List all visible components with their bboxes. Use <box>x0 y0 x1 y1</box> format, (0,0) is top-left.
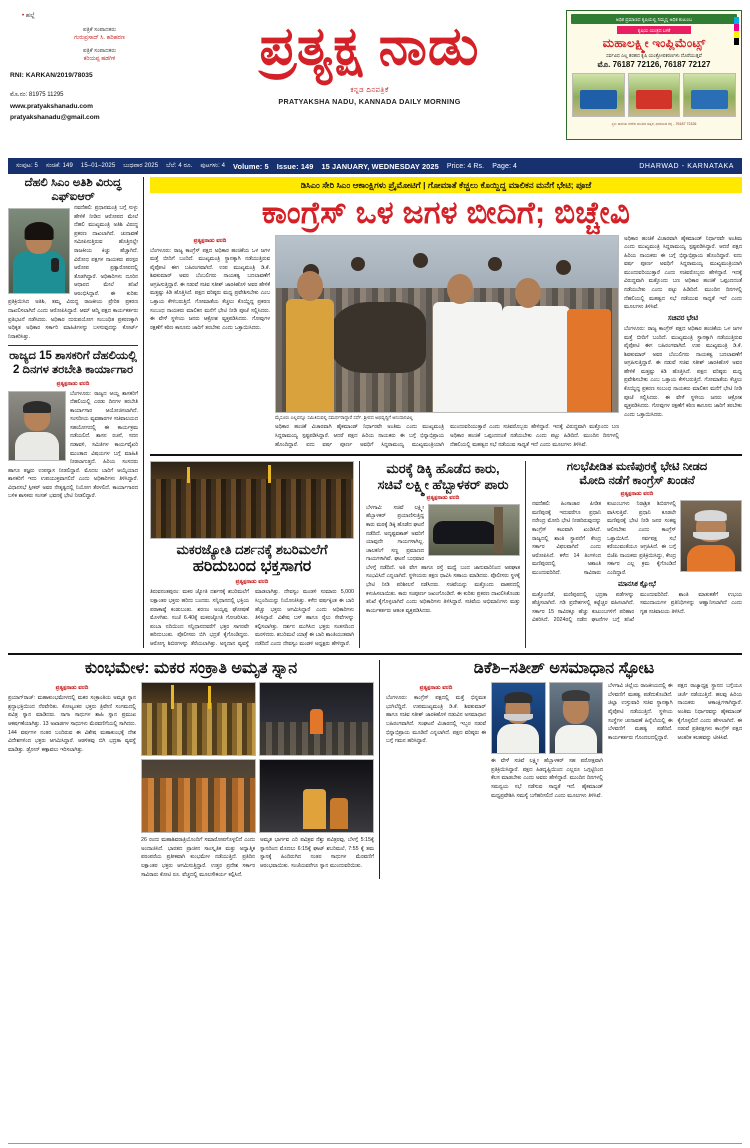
lead-text-column-3 <box>624 235 742 450</box>
kumbh-headline[interactable]: ಕುಂಭಮೇಳ: ಮಕರ ಸಂಕ್ರಾತಿ ಅಮೃತ ಸ್ನಾನ <box>84 660 298 678</box>
kumbh-text-c3: ಅಮೃತ ಭಾರ್ಗವ ಎರಿ ಪವಿತ್ರವ ನೆಶ್ತು ಪವಿತ್ರರವು, ಬೆಳಗ್ಗೆ 5:15ಕ್ಕೆ ಸ್ನಾನದಿಂದ ಮೊದಲು 6:15ಕ್ಕೆ ಘಾಟ್ ಶಬರಿಮಲೆ, 7:55 ಕ್ಕೆ ತಮ ಸ್ನಾನಕ್ಕೆ ಹಿಂದಿರುಗಿದ ನಂತರ ಸಾಧುಗಳ ಮೆರವಣಿಗೆ ಆರಂಭವಾಯಿತು. ಸಂಜೆಯವರೆಗೂ ಸ್ನಾನ ಮುಂದುವರಿಯಿತು. <box>260 837 374 870</box>
honour-2-name: ಕರಿಯಪ್ಪ ಹಡಗಿಳಿ <box>83 56 116 63</box>
bottom-section <box>8 660 742 879</box>
ad-footer-address: ಸ್ಥಳ: ಹಳೇಯ ಗಣೇಶ ಮಂದಿರ ಹತ್ತಿರ, ಧಾರವಾಡ ರಸ್ತೆ - 76187 72126 <box>611 122 697 126</box>
dks-col-3 <box>608 682 673 800</box>
second-band <box>150 461 742 648</box>
manipur-story <box>532 461 742 648</box>
info-volume: Volume: 5 <box>233 161 269 171</box>
center-divider <box>150 454 742 456</box>
ad-ribbon: ಕೃಷಿಯ ಯಂತ್ರದ ಬಳಕೆ <box>617 26 691 34</box>
left-story-1-headline[interactable]: ದೆಹಲಿ ಸಿಎಂ ಅತಿಶಿ ವಿರುದ್ಧ ಎಫ್‌ಐಆರ್ <box>24 177 122 203</box>
cmyk-registration-marks <box>734 17 739 45</box>
dks-text-c4: ಪಕ್ಷದ ರಾಜ್ಯಾಧ್ಯಕ್ಷ ಸ್ಥಾನದ ಬಗ್ಗೆಯೂ ಚರ್ಚೆ ನಡೆಯುತ್ತಿದೆ. ಹಲವು ಹಿರಿಯ ನಾಯಕರು ಆಕಾಂಕ್ಷಿಗಳಾಗಿದ್ದಾರೆ. ಅಂತಿಮ ನಿರ್ಧಾರವನ್ನು ಹೈಕಮಾಂಡ್ ಕೈಗೊಳ್ಳಲಿದೆ ಎಂದು ಹೇಳಲಾಗಿದೆ. ಈ ನಡುವೆ ಪ್ರತಿಪಕ್ಷಗಳು ಕಾಂಗ್ರೆಸ್ ಪಕ್ಷದ ಆಂತರಿಕ ಕಲಹವನ್ನು ಟೀಕಿಸಿವೆ. <box>677 683 742 741</box>
photo-kumbh-sadhus <box>141 759 256 833</box>
honour-block-2 <box>8 47 173 64</box>
lead-story-grid <box>150 235 742 450</box>
car-headline-l1[interactable]: ಮರಕ್ಕೆ ಡಿಕ್ಕಿ ಹೊಡೆದ ಕಾರು, <box>386 461 500 477</box>
lead-kicker: ಡಿಸಿಎಂ ಸೇರಿ ಸಿಎಂ ಆಕಾಂಕ್ಷಿಗಳು ಪ್ರೈಮೋಟಿಗೆ | ಗೋಮಾತೆ ಕೆಚ್ಚಲು ಕೊಯ್ದಿದ್ದ ಮಾಲಿಕನ ಮನೆಗೆ ಭೇಟಿ; ಪೂಜೆ <box>150 177 742 193</box>
info-issue: Issue: 149 <box>276 161 314 171</box>
photo-atishi <box>8 208 70 294</box>
footer-rule <box>8 1143 742 1144</box>
masthead-bullet: • ಹಲ್ಲೆ <box>22 13 35 19</box>
phone-number: 81975 11295 <box>28 92 64 99</box>
photo-mla <box>8 391 66 461</box>
shabarimala-headline-l1[interactable]: ಮಕರಜ್ಯೋತಿ ದರ್ಶನಕ್ಕೆ ಶಬರಿಮಲೆಗೆ <box>176 542 328 558</box>
lead-text-2: ಅಧಿಕಾರ ಹಂಚಿಕೆ ವಿಚಾರವಾಗಿ ಹೈಕಮಾಂಡ್ ನಿರ್ಧಾರವೇ ಅಂತಿಮ ಎಂದು ಮುಖ್ಯಮಂತ್ರಿ ಸಿದ್ದರಾಮಯ್ಯ ಸ್ಪಷ್ಟಪಡಿಸಿದ್ದಾರೆ. ಆದರೆ ಪಕ್ಷದ ಹಿರಿಯ ನಾಯಕರು ಈ ಬಗ್ಗೆ ಭಿನ್ನಾಭಿಪ್ರಾಯ ಹೊಂದಿದ್ದಾರೆ. ಐದು ವರ್ಷ ಪೂರ್ಣ ಅವಧಿಗೆ ಸಿದ್ದರಾಮಯ್ಯ ಮುಖ್ಯಮಂತ್ರಿಯಾಗಿ ಮುಂದುವರಿಯುತ್ತಾರೆ ಎಂದು ಸಚಿವರೊಬ್ಬರು ಹೇಳಿದ್ದಾರೆ. ಇದಕ್ಕೆ ವಿರುದ್ಧವಾಗಿ ಮತ್ತೊಂದು ಬಣ ಅಧಿಕಾರ ಹಂಚಿಕೆ ಒಪ್ಪಂದದಂತೆ ನಡೆಯಬೇಕು ಎಂದು ಪಟ್ಟು ಹಿಡಿದಿದೆ. ಮುಂದಿನ ದಿನಗಳಲ್ಲಿ ದೆಹಲಿಯಲ್ಲಿ ಮಹತ್ವದ ಸಭೆ ನಡೆಯುವ ಸಾಧ್ಯತೆ ಇದೆ ಎಂದು ಮೂಲಗಳು ತಿಳಿಸಿವೆ. <box>275 424 619 448</box>
info-price: Price: 4 Rs. <box>446 162 485 170</box>
info-kn-pages: ಪುಟಗಳು: 4 <box>200 162 226 169</box>
ad-phone-label: ಮೊ. <box>597 60 611 69</box>
kumbh-text-col <box>8 682 136 879</box>
bottom-section-divider <box>8 653 742 655</box>
left-story-2-text: ಬೆಂಗಳೂರು: ರಾಜ್ಯದ ಆಯ್ದ ಶಾಸಕರಿಗೆ ದೆಹಲಿಯಲ್ಲಿ ಎರಡು ದಿನಗಳ ತರಬೇತಿ ಕಾರ್ಯಾಗಾರ ಆಯೋಜಿಸಲಾಗಿದೆ. ಸಂಸದೀಯ ವ್ಯವಹಾರಗಳ ಸಚಿವಾಲಯದ ಸಹಯೋಗದಲ್ಲಿ ಈ ಕಾರ್ಯಕ್ರಮ ನಡೆಯಲಿದೆ. ಶಾಸನ ರಚನೆ, ಸದನ ನಡಾವಳಿ, ಸಮಿತಿಗಳ ಕಾರ್ಯವೈಖರಿ ಮುಂತಾದ ವಿಷಯಗಳ ಬಗ್ಗೆ ಮಾಹಿತಿ ನೀಡಲಾಗುತ್ತದೆ. ಹಿರಿಯ ಸಂಸದರು ಹಾಗೂ ತಜ್ಞರು ಉಪನ್ಯಾಸ ನೀಡಲಿದ್ದಾರೆ. ಮೊದಲ ಬಾರಿಗೆ ಆಯ್ಕೆಯಾದ ಶಾಸಕರಿಗೆ ಇದು ಉಪಯುಕ್ತವಾಗಲಿದೆ ಎಂದು ಅಧಿಕಾರಿಗಳು ತಿಳಿಸಿದ್ದಾರೆ. ವಿಧಾನಸಭೆ ಸ್ಪೀಕರ್ ಅವರ ನೇತೃತ್ವದಲ್ಲಿ ನಿಯೋಗ ತೆರಳಲಿದೆ. ಕಾರ್ಯಾಗಾರದ ಬಳಿಕ ಶಾಸಕರು ಸಂಸತ್ ಭವನಕ್ಕೆ ಭೇಟಿ ನೀಡಲಿದ್ದಾರೆ. <box>8 390 138 500</box>
manipur-text: ನವದೆಹಲಿ: ಹಿಂಸಾಚಾರ ಪೀಡಿತ ಮಣಿಪುರಕ್ಕೆ ಇದುವರೆಗೂ ಪ್ರಧಾನಿ ನರೇಂದ್ರ ಮೋದಿ ಭೇಟಿ ನೀಡದಿರುವುದನ್ನು ಕಾಂಗ್ರೆಸ್ ಕಟುವಾಗಿ ಖಂಡಿಸಿದೆ. ರಾಜ್ಯದಲ್ಲಿ ಶಾಂತಿ ಸ್ಥಾಪನೆಗೆ ಕೇಂದ್ರ ಸರ್ಕಾರ ವಿಫಲವಾಗಿದೆ ಎಂದು ಆರೋಪಿಸಿದೆ. ಕಳೆದ 14 ತಿಂಗಳಿಂದ ಮಣಿಪುರದಲ್ಲಿ ಅಶಾಂತಿ ಮುಂದುವರಿದಿದೆ. ಸಾವಿರಾರು ಕುಟುಂಬಗಳು ನಿರಾಶ್ರಿತ ಶಿಬಿರಗಳಲ್ಲಿ ವಾಸಿಸುತ್ತಿವೆ. ಪ್ರಧಾನಿ ಕೂಡಲೇ ಮಣಿಪುರಕ್ಕೆ ಭೇಟಿ ನೀಡಿ ಜನರ ಸಂಕಷ್ಟ ಆಲಿಸಬೇಕು ಎಂದು ಕಾಂಗ್ರೆಸ್ ಒತ್ತಾಯಿಸಿದೆ. ಸರ್ವಪಕ್ಷ ಸಭೆ ಕರೆಯುವಂತೆಯೂ ಆಗ್ರಹಿಸಿದೆ. ಈ ಬಗ್ಗೆ ಬಿಜೆಪಿ ನಾಯಕರು ಪ್ರತಿಕ್ರಿಯಿಸಿದ್ದು, ಕೇಂದ್ರ ಸರ್ಕಾರ ಎಲ್ಲ ಕ್ರಮ ಕೈಗೊಂಡಿದೆ ಎಂದಿದ್ದಾರೆ. <box>532 501 676 576</box>
ad-image-plough <box>572 73 625 117</box>
info-place: DHARWAD - KARNATAKA <box>639 162 734 170</box>
manipur-headline-l1[interactable]: ಗಲಭೆಪೀಡಿತ ಮಣಿಪುರಕ್ಕೆ ಭೇಟಿ ನೀಡದ <box>566 461 708 474</box>
honour-block-1 <box>8 26 173 43</box>
masthead-contact <box>10 90 173 124</box>
dks-headline[interactable]: ಡಿಕೆಶಿ–ಸತೀಶ್ ಅಸಮಾಧಾನ ಸ್ಫೋಟ <box>473 660 655 678</box>
issue-info-bar <box>8 158 742 174</box>
photo-shabarimala-crowd <box>150 461 354 539</box>
shabarimala-byline: ಪ್ರತ್ಯಕ್ಷನಾಡು ವರದಿ <box>235 579 269 586</box>
lead-headline[interactable]: ಕಾಂಗ್ರೆಸ್ ಒಳ ಜಗಳ ಬೀದಿಗೆ; ಬಿಚ್ಚೇವಿ <box>261 195 631 230</box>
lead-text-column-1 <box>150 235 270 450</box>
manipur-subhead: ಮಾನಸಿಕ ಕ್ಷೋಭೆ <box>618 580 656 588</box>
dks-text-c2: ಈ ವೇಳೆ ಸಚಿವೆ ಲಕ್ಷ್ಮೀ ಹೆಬ್ಬಾಳಕರ್ ಸಹ ಪರೋಕ್ಷವಾಗಿ ಪ್ರತಿಕ್ರಿಯಿಸಿದ್ದಾರೆ. ಪಕ್ಷದ ಹಿತದೃಷ್ಟಿಯಿಂದ ಎಲ್ಲರೂ ಒಗ್ಗಟ್ಟಿನಿಂದ ಕೆಲಸ ಮಾಡಬೇಕು ಎಂದು ಅವರು ಹೇಳಿದ್ದಾರೆ. ಮುಂದಿನ ದಿನಗಳಲ್ಲಿ ಸಮನ್ವಯ ಸಭೆ ನಡೆಸುವ ಸಾಧ್ಯತೆ ಇದೆ. ಹೈಕಮಾಂಡ್ ಮಧ್ಯಪ್ರವೇಶಿಸಿ ಸಮಸ್ಯೆ ಬಗೆಹರಿಸಲಿದೆ ಎಂದು ಮೂಲಗಳು ತಿಳಿಸಿವೆ. <box>491 758 603 799</box>
masthead-left-info <box>8 6 173 124</box>
dks-body <box>386 682 742 800</box>
shabarimala-headline-l2[interactable]: ಹರಿದುಬಂದ ಭಕ್ತಸಾಗರ <box>192 557 312 575</box>
newspaper-subtitle-kannada: ಕನ್ನಡ ದಿನಪತ್ರಿಕೆ <box>350 87 389 94</box>
car-headline-l2[interactable]: ಸಚಿವೆ ಲಕ್ಷ್ಮೀ ಹೆಬ್ಬಾಳಕರ್ ಪಾರು <box>377 476 509 492</box>
center-right-area <box>150 177 742 648</box>
kumbh-photo-col <box>141 682 374 879</box>
advertisement-mahalakshmi-implements[interactable] <box>566 10 742 140</box>
left-story-2-headline[interactable]: ರಾಜ್ಯದ 15 ಶಾಸಕರಿಗೆ ದೆಹಲಿಯಲ್ಲಿ 2 ದಿನಗಳ ತರಬೇತಿ ಕಾರ್ಯಾಗಾರ <box>9 350 137 376</box>
manipur-headline-l2[interactable]: ಮೋದಿ ನಡೆಗೆ ಕಾಂಗ್ರೆಸ್ ಖಂಡನೆ <box>579 474 695 487</box>
left-divider-1 <box>8 345 138 346</box>
ad-image-trailer <box>683 73 736 117</box>
photo-kumbh-prayer <box>259 759 374 833</box>
dks-portraits <box>491 682 603 754</box>
contact-website[interactable]: www.pratyakshanadu.com <box>10 102 93 110</box>
newspaper-title: ಪ್ರತ್ಯಕ್ಷ ನಾಡು <box>259 17 480 76</box>
honour-2-label: ಪತ್ರಿಕೆ ಸಂಪಾದಕರು <box>83 48 116 55</box>
info-kn-year: ಬುಧವಾರ 2025 <box>123 162 159 169</box>
left-story-2-byline: ಪ್ರತ್ಯಕ್ಷನಾಡು ವರದಿ <box>56 380 90 387</box>
lead-photo-block <box>275 235 619 450</box>
left-column <box>8 177 144 648</box>
contact-email[interactable]: pratyakshanadu@gmail.com <box>10 114 100 122</box>
left-story-1-text: ನವದೆಹಲಿ: ಪ್ರಧಾನಮಂತ್ರಿ ಬಗ್ಗೆ ಸುಳ್ಳು ಹೇಳಿಕೆ ನೀಡಿದ ಆರೋಪದ ಮೇಲೆ ದೆಹಲಿ ಮುಖ್ಯಮಂತ್ರಿ ಅತಿಶಿ ವಿರುದ್ಧ ಪ್ರಕರಣ ದಾಖಲಾಗಿದೆ. ಚುನಾವಣೆ ಸಮೀಪಿಸುತ್ತಿರುವ ಹೊತ್ತಿನಲ್ಲೇ ರಾಜಕೀಯ ಕಿಚ್ಚು ಹೆಚ್ಚಾಗಿದೆ. ವಿರೋಧ ಪಕ್ಷಗಳ ನಾಯಕರು ಪರಸ್ಪರ ಆರೋಪ ಪ್ರತ್ಯಾರೋಪದಲ್ಲಿ ತೊಡಗಿದ್ದಾರೆ. ಅಧಿಕಾರಿಗಳು ದೂರಿನ ಆಧಾರದ ಮೇಲೆ ತನಿಖೆ ಆರಂಭಿಸಿದ್ದಾರೆ. ಈ ಕುರಿತು ಪ್ರತಿಕ್ರಿಯಿಸಿದ ಅತಿಶಿ, ತಮ್ಮ ವಿರುದ್ಧ ರಾಜಕೀಯ ಪ್ರೇರಿತ ಪ್ರಕರಣ ದಾಖಲಿಸಲಾಗಿದೆ ಎಂದು ಆರೋಪಿಸಿದ್ದಾರೆ. ಆಮ್ ಆದ್ಮಿ ಪಕ್ಷದ ಕಾರ್ಯಕರ್ತರು ಪ್ರತಿಭಟನೆ ನಡೆಸಿದರು. ಅಧಿಕಾರ ದುರುಪಯೋಗ ಸಂಬಂಧಿತ ಪ್ರಕರಣಕ್ಕಾಗಿ ಅಧಿಕೃತ ಅಧಿಕಾರ ಸರ್ಕಾರಿ ಮಾಹಿತಿಗಳನ್ನು ಬಳಸುವುದನ್ನು ಕೋರ್ಟ್ ನಿರಾಕರಿಸಿತ್ತು. <box>8 205 138 340</box>
lead-photo-caption: ಮೈಸೂರು ಎಲ್ಲವನ್ನೂ ಸಮಿತಿಸುವಲ್ಲಿ ಸಮರ್ಥರಾದ್ದಾರೆ ಸರ್ಧೆ. ಶ್ರೀಪದ ಅಭಿವೃದ್ಧಿಗೆ ಅನುದಾನವಿಲ್ಲ <box>275 414 413 420</box>
newspaper-subtitle-english: PRATYAKSHA NADU, KANNADA DAILY MORNING <box>278 97 461 106</box>
shabarimala-story <box>150 461 360 648</box>
contact-phone <box>10 90 173 101</box>
photo-satish-jarkiholi <box>549 682 604 754</box>
photo-kumbh-river-dip <box>259 682 374 756</box>
dks-col-4 <box>678 682 743 800</box>
ad-business-name: ಮಹಾಲಕ್ಷ್ಮೀ ಇಂಪ್ಲಿಮೆಂಟ್ಸ್ <box>602 36 706 50</box>
ad-top-strip: ಅಧಿಕ ಪ್ರಮಾಣದ ಕೃಷಿಯಲ್ಲಿ ನಿಮ್ಮನ್ನ ಅಧಿಕ ಕುಟುಂಬ <box>571 14 737 24</box>
lead-text-4: ಬೆಂಗಳೂರು: ರಾಜ್ಯ ಕಾಂಗ್ರೆಸ್ ಪಕ್ಷದ ಅಧಿಕಾರ ಹಂಚಿಕೆಯ ಒಳ ಜಗಳ ಮತ್ತೆ ಬೀದಿಗೆ ಬಂದಿದೆ. ಮುಖ್ಯಮಂತ್ರಿ ಸ್ಥಾನಕ್ಕಾಗಿ ನಡೆಯುತ್ತಿರುವ ಪೈಪೋಟಿ ಈಗ ಬಹಿರಂಗವಾಗಿದೆ. ಉಪ ಮುಖ್ಯಮಂತ್ರಿ ಡಿ.ಕೆ. ಶಿವಕುಮಾರ್ ಅವರ ಬೆಂಬಲಿಗರು ನಾಯಕತ್ವ ಬದಲಾವಣೆಗೆ ಆಗ್ರಹಿಸುತ್ತಿದ್ದಾರೆ. ಈ ನಡುವೆ ಸಚಿವ ಸತೀಶ್ ಜಾರಕಿಹೊಳಿ ಅವರ ಹೇಳಿಕೆ ಮತ್ತಷ್ಟು ಕಿಡಿ ಹೊತ್ತಿಸಿದೆ. ಪಕ್ಷದ ವರಿಷ್ಠರು ಮಧ್ಯ ಪ್ರವೇಶಿಸಬೇಕು ಎಂಬ ಒತ್ತಾಯ ಕೇಳಿಬರುತ್ತಿದೆ. ಗೋಮಾತೆಯ ಕೆಚ್ಚಲು ಕೊಯ್ದಿದ್ದ ಪ್ರಕರಣ ಸಂಬಂಧ ನಾಯಕರು ಮಾಲಿಕನ ಮನೆಗೆ ಭೇಟಿ ನೀಡಿ ಪೂಜೆ ಸಲ್ಲಿಸಿದರು. ಈ ವೇಳೆ ಸ್ಥಳೀಯ ಜನರು ಆಕ್ರೋಶ ವ್ಯಕ್ತಪಡಿಸಿದರು. ಗೋವುಗಳ ರಕ್ಷಣೆಗೆ ಕಠಿಣ ಕಾನೂನು ಜಾರಿಗೆ ತರಬೇಕು ಎಂದು ಒತ್ತಾಯಿಸಿದರು. <box>624 326 742 418</box>
shabarimala-text: ತಿರುವನಂತಪುರಂ: ಮಕರ ಜ್ಯೋತಿ ದರ್ಶನಕ್ಕೆ ಶಬರಿಮಲೆಗೆ ಲಕ್ಷಾಂತರ ಭಕ್ತರು ಹರಿದು ಬಂದರು. ಸನ್ನಿಧಾನದಲ್ಲಿ ಭಕ್ತಿಯ ಪರಾಕಾಷ್ಠೆ ಕಂಡುಬಂತು. ಶರಣಂ ಅಯ್ಯಪ್ಪ ಘೋಷಣೆ ಮೊಳಗಿತು. ಸಂಜೆ 6.40ಕ್ಕೆ ಮಕರಜ್ಯೋತಿ ಗೋಚರಿಸಿತು. ಪಂಬಾ ನದಿಯಿಂದ ಸನ್ನಿಧಾನದವರೆಗೆ ಭಕ್ತರ ಸಾಗರವೇ ಹರಿದುಬಂತು. ಪೊಲೀಸರು ಬಿಗಿ ಭದ್ರತೆ ಕೈಗೊಂಡಿದ್ದರು. ಆರೋಗ್ಯ ಶಿಬಿರಗಳನ್ನು ತೆರೆಯಲಾಗಿತ್ತು. ಅನ್ನದಾನ ವ್ಯವಸ್ಥೆ ಮಾಡಲಾಗಿತ್ತು. ದೇವಸ್ವಂ ಮಂಡಳಿ ಸುಮಾರು 5,000 ಸಿಬ್ಬಂದಿಯನ್ನು ನಿಯೋಜಿಸಿತ್ತು. ಕಳೆದ ವರ್ಷಕ್ಕಿಂತ ಈ ಬಾರಿ ಹೆಚ್ಚು ಭಕ್ತರು ಆಗಮಿಸಿದ್ದಾರೆ ಎಂದು ಅಧಿಕಾರಿಗಳು ತಿಳಿಸಿದ್ದಾರೆ. ವಿಶೇಷ ಬಸ್ ಹಾಗೂ ರೈಲು ಸೇವೆಗಳನ್ನು ಕಲ್ಪಿಸಲಾಗಿತ್ತು. ದರ್ಶನ ಮುಗಿಸಿದ ಭಕ್ತರು ಸಂತಸದಿಂದ ಮರಳಿದರು. ಶಬರಿಮಲೆ ಯಾತ್ರೆ ಈ ಬಾರಿ ಶಾಂತಿಯುತವಾಗಿ ನಡೆದಿದೆ ಎಂದು ದೇವಸ್ವಂ ಮಂಡಳಿ ಅಧ್ಯಕ್ಷರು ಹೇಳಿದ್ದಾರೆ. <box>150 589 354 647</box>
lead-text-3: ಅಧಿಕಾರ ಹಂಚಿಕೆ ವಿಚಾರವಾಗಿ ಹೈಕಮಾಂಡ್ ನಿರ್ಧಾರವೇ ಅಂತಿಮ ಎಂದು ಮುಖ್ಯಮಂತ್ರಿ ಸಿದ್ದರಾಮಯ್ಯ ಸ್ಪಷ್ಟಪಡಿಸಿದ್ದಾರೆ. ಆದರೆ ಪಕ್ಷದ ಹಿರಿಯ ನಾಯಕರು ಈ ಬಗ್ಗೆ ಭಿನ್ನಾಭಿಪ್ರಾಯ ಹೊಂದಿದ್ದಾರೆ. ಐದು ವರ್ಷ ಪೂರ್ಣ ಅವಧಿಗೆ ಸಿದ್ದರಾಮಯ್ಯ ಮುಖ್ಯಮಂತ್ರಿಯಾಗಿ ಮುಂದುವರಿಯುತ್ತಾರೆ ಎಂದು ಸಚಿವರೊಬ್ಬರು ಹೇಳಿದ್ದಾರೆ. ಇದಕ್ಕೆ ವಿರುದ್ಧವಾಗಿ ಮತ್ತೊಂದು ಬಣ ಅಧಿಕಾರ ಹಂಚಿಕೆ ಒಪ್ಪಂದದಂತೆ ನಡೆಯಬೇಕು ಎಂದು ಪಟ್ಟು ಹಿಡಿದಿದೆ. ಮುಂದಿನ ದಿನಗಳಲ್ಲಿ ದೆಹಲಿಯಲ್ಲಿ ಮಹತ್ವದ ಸಭೆ ನಡೆಯುವ ಸಾಧ್ಯತೆ ಇದೆ ಎಂದು ಮೂಲಗಳು ತಿಳಿಸಿವೆ. <box>624 235 742 311</box>
photo-crashed-car <box>428 504 520 556</box>
kumbh-mela-story <box>8 660 380 879</box>
kumbh-body <box>8 682 374 879</box>
dks-text-c3: ಬೆಳಗಾವಿ ಜಿಲ್ಲೆಯ ರಾಜಕೀಯದಲ್ಲಿ ಈ ಬೆಳವಣಿಗೆ ಮಹತ್ವ ಪಡೆದುಕೊಂಡಿದೆ. ಜಿಲ್ಲಾ ಉಸ್ತುವಾರಿ ಸಚಿವ ಸ್ಥಾನಕ್ಕಾಗಿ ಪೈಪೋಟಿ ನಡೆಯುತ್ತಿದೆ. ಸ್ಥಳೀಯ ಸಂಸ್ಥೆಗಳ ಚುನಾವಣೆ ಹಿನ್ನೆಲೆಯಲ್ಲಿ ಈ ಬೆಳವಣಿಗೆ ಮಹತ್ವ ಪಡೆದಿದೆ. ಕಾರ್ಯಕರ್ತರು ಗೊಂದಲದಲ್ಲಿದ್ದಾರೆ. <box>608 683 673 741</box>
ad-description: ಸರ್ವವಿಧ ಎಲ್ಲ ತರಹದ ಕೃಷಿ ಯಂತ್ರೋಪಕರಣಗಳು ದೊರೆಯುತ್ತವೆ <box>606 53 702 58</box>
dks-col-1 <box>386 682 486 800</box>
masthead-title-block <box>173 6 566 106</box>
info-date: 15 JANUARY, WEDNESDAY 2025 <box>321 161 439 171</box>
manipur-text-2: ಮತ್ತೊಂದೆಡೆ, ಮಣಿಪುರದಲ್ಲಿ ಭದ್ರತಾ ಪಡೆಗಳನ್ನು ಹೆಚ್ಚಿಸಲಾಗಿದೆ. ಗಡಿ ಪ್ರದೇಶಗಳಲ್ಲಿ ಕಟ್ಟೆಚ್ಚರ ವಹಿಸಲಾಗಿದೆ. ಸರ್ಕಾರ 15 ಸಾವಿರಕ್ಕೂ ಹೆಚ್ಚು ಕುಟುಂಬಗಳಿಗೆ ಪರಿಹಾರ ವಿತರಿಸಿದೆ. 2024ರಲ್ಲಿ ನಡೆದ ಘಟನೆಗಳ ಬಗ್ಗೆ ತನಿಖೆ ಮುಂದುವರಿದಿದೆ. ಶಾಂತಿ ಮಾತುಕತೆಗೆ ಉಭಯ ಸಮುದಾಯಗಳ ಪ್ರತಿನಿಧಿಗಳನ್ನು ಆಹ್ವಾನಿಸಲಾಗಿದೆ ಎಂದು ಗೃಹ ಸಚಿವಾಲಯ ತಿಳಿಸಿದೆ. <box>532 591 742 624</box>
honour-1-name: ಗುರುಪ್ರಸಾದ್ ಸಿ. ಹರಿಹರಣ <box>74 35 125 42</box>
lead-text-1: ಬೆಂಗಳೂರು: ರಾಜ್ಯ ಕಾಂಗ್ರೆಸ್ ಪಕ್ಷದ ಅಧಿಕಾರ ಹಂಚಿಕೆಯ ಒಳ ಜಗಳ ಮತ್ತೆ ಬೀದಿಗೆ ಬಂದಿದೆ. ಮುಖ್ಯಮಂತ್ರಿ ಸ್ಥಾನಕ್ಕಾಗಿ ನಡೆಯುತ್ತಿರುವ ಪೈಪೋಟಿ ಈಗ ಬಹಿರಂಗವಾಗಿದೆ. ಉಪ ಮುಖ್ಯಮಂತ್ರಿ ಡಿ.ಕೆ. ಶಿವಕುಮಾರ್ ಅವರ ಬೆಂಬಲಿಗರು ನಾಯಕತ್ವ ಬದಲಾವಣೆಗೆ ಆಗ್ರಹಿಸುತ್ತಿದ್ದಾರೆ. ಈ ನಡುವೆ ಸಚಿವ ಸತೀಶ್ ಜಾರಕಿಹೊಳಿ ಅವರ ಹೇಳಿಕೆ ಮತ್ತಷ್ಟು ಕಿಡಿ ಹೊತ್ತಿಸಿದೆ. ಪಕ್ಷದ ವರಿಷ್ಠರು ಮಧ್ಯ ಪ್ರವೇಶಿಸಬೇಕು ಎಂಬ ಒತ್ತಾಯ ಕೇಳಿಬರುತ್ತಿದೆ. ಗೋಮಾತೆಯ ಕೆಚ್ಚಲು ಕೊಯ್ದಿದ್ದ ಪ್ರಕರಣ ಸಂಬಂಧ ನಾಯಕರು ಮಾಲಿಕನ ಮನೆಗೆ ಭೇಟಿ ನೀಡಿ ಪೂಜೆ ಸಲ್ಲಿಸಿದರು. ಈ ವೇಳೆ ಸ್ಥಳೀಯ ಜನರು ಆಕ್ರೋಶ ವ್ಯಕ್ತಪಡಿಸಿದರು. ಗೋವುಗಳ ರಕ್ಷಣೆಗೆ ಕಠಿಣ ಕಾನೂನು ಜಾರಿಗೆ ತರಬೇಕು ಎಂದು ಒತ್ತಾಯಿಸಿದರು. <box>150 247 270 331</box>
masthead <box>8 6 742 156</box>
kumbh-photo-grid <box>141 682 374 833</box>
main-content <box>8 177 742 648</box>
masthead-bullet-label: ಹಲ್ಲೆ <box>25 13 35 19</box>
dks-text-c1: ಬೆಂಗಳೂರು: ಕಾಂಗ್ರೆಸ್ ಪಕ್ಷದಲ್ಲಿ ಮತ್ತೆ ಭಿನ್ನಮತ ಭುಗಿಲೆದ್ದಿದೆ. ಉಪಮುಖ್ಯಮಂತ್ರಿ ಡಿ.ಕೆ. ಶಿವಕುಮಾರ್ ಹಾಗೂ ಸಚಿವ ಸತೀಶ್ ಜಾರಕಿಹೊಳಿ ನಡುವಿನ ಅಸಮಾಧಾನ ಬಹಿರಂಗವಾಗಿದೆ. ಸಂಘಟನೆ ವಿಚಾರದಲ್ಲಿ ಇಬ್ಬರ ನಡುವೆ ಭಿನ್ನಾಭಿಪ್ರಾಯ ಮೂಡಿದೆ ಎನ್ನಲಾಗಿದೆ. ಪಕ್ಷದ ವರಿಷ್ಠರು ಈ ಬಗ್ಗೆ ಗಮನ ಹರಿಸಿದ್ದಾರೆ. <box>386 695 486 745</box>
phone-label: ಮೊ.ನಂ: <box>10 92 28 99</box>
lead-subhead: ಸಚಿವರ ಭೇಟಿ <box>667 314 699 322</box>
car-byline: ಪ್ರತ್ಯಕ್ಷನಾಡು ವರದಿ <box>426 494 460 501</box>
ad-product-images <box>567 70 741 120</box>
kumbh-text-c2: 26 ರಂದು ಮಹಾಶಿವರಾತ್ರಿಯೊಂದಿಗೆ ಸಮಾರೋಪಗೊಳ್ಳಲಿದೆ ಎಂದು ಅಂದಾಜಿಸಿದೆ. ಭಾರತದ ಪ್ರಾಚೀನ ಸಾಂಸ್ಕೃತಿಕ ಮತ್ತು ಅಧ್ಯಾತ್ಮಿಕ ಪರಂಪರೆಯ ಪ್ರತೀಕವಾಗಿ ಕುಂಭಮೇಳ ನಡೆಯುತ್ತಿದೆ. ಪ್ರತಿದಿನ ಲಕ್ಷಾಂತರ ಭಕ್ತರು ಆಗಮಿಸುತ್ತಿದ್ದಾರೆ. ಉತ್ತರ ಪ್ರದೇಶ ಸರ್ಕಾರ ಸಾವಿರಾರು ಕೋಟಿ ರೂ. ವೆಚ್ಚದಲ್ಲಿ ಮೂಲಸೌಕರ್ಯ ಕಲ್ಪಿಸಿದೆ. <box>141 837 255 878</box>
honour-1-label: ಪತ್ರಿಕೆ ಸಂಪಾದಕರು <box>83 27 116 33</box>
photo-cow-puja <box>275 235 619 413</box>
ad-phone <box>567 60 741 70</box>
info-kn-date: 15–01–2025 <box>80 163 116 169</box>
info-kn-price: ಬೆಲೆ: 4 ರೂ. <box>166 162 193 169</box>
lead-byline: ಪ್ರತ್ಯಕ್ಷನಾಡು ವರದಿ <box>193 237 227 244</box>
kumbh-text-intro: ಪ್ರಯಾಗ್‌ರಾಜ್: ಮಹಾಕುಂಭಮೇಳದಲ್ಲಿ ಮಕರ ಸಂಕ್ರಾಂತಿಯ ಅಮೃತ ಸ್ನಾನ ಶ್ರದ್ಧಾಭಕ್ತಿಯಿಂದ ನೆರವೇರಿತು. ಕೋಟ್ಯಂತರ ಭಕ್ತರು ತ್ರಿವೇಣಿ ಸಂಗಮದಲ್ಲಿ ಪವಿತ್ರ ಸ್ನಾನ ಮಾಡಿದರು. ನಾಗಾ ಸಾಧುಗಳ ಶಾಹಿ ಸ್ನಾನ ಪ್ರಮುಖ ಆಕರ್ಷಣೆಯಾಗಿತ್ತು. 13 ಅಖಾಡಗಳ ಸಾಧುಗಳು ಮೆರವಣಿಗೆಯಲ್ಲಿ ಸಾಗಿದರು. 144 ವರ್ಷಗಳ ನಂತರ ಬಂದಿರುವ ಈ ವಿಶೇಷ ಮಹಾಕುಂಭಕ್ಕೆ ದೇಶ ವಿದೇಶಗಳಿಂದ ಭಕ್ತರು ಆಗಮಿಸಿದ್ದಾರೆ. ಆಡಳಿತವು ಬಿಗಿ ಭದ್ರತಾ ವ್ಯವಸ್ಥೆ ಮಾಡಿತ್ತು. ಡ್ರೋನ್ ಕಣ್ಗಾವಲು ಇರಿಸಲಾಗಿತ್ತು. <box>8 695 136 753</box>
kumbh-byline: ಪ್ರತ್ಯಕ್ಷನಾಡು ವರದಿ <box>55 685 89 692</box>
photo-kumbh-flags <box>141 682 256 756</box>
ad-phone-number: 76187 72126, 76187 72127 <box>612 60 711 69</box>
photo-dk-shivakumar <box>491 682 546 754</box>
info-pages: Page: 4 <box>492 162 518 170</box>
dks-satish-story <box>386 660 742 879</box>
manipur-byline: ಪ್ರತ್ಯಕ್ಷನಾಡು ವರದಿ <box>620 491 654 498</box>
info-kn-volume: ಸಂಪುಟ: 5 <box>16 162 38 169</box>
car-text: ಬೆಳಗಾವಿ: ಸಚಿವೆ ಲಕ್ಷ್ಮೀ ಹೆಬ್ಬಾಳಕರ್ ಪ್ರಯಾಣಿಸುತ್ತಿದ್ದ ಕಾರು ಮರಕ್ಕೆ ಡಿಕ್ಕಿ ಹೊಡೆದ ಘಟನೆ ನಡೆದಿದೆ. ಅದೃಷ್ಟವಶಾತ್ ಅವರಿಗೆ ಯಾವುದೇ ಗಾಯಗಳಾಗಿಲ್ಲ. ಚಾಲಕನಿಗೆ ಸಣ್ಣ ಪ್ರಮಾಣದ ಗಾಯಗಳಾಗಿವೆ. ಘಟನೆ ಬುಧವಾರ ಬೆಳಗ್ಗೆ ನಡೆದಿದೆ. ಅತಿ ವೇಗ ಹಾಗೂ ರಸ್ತೆ ಮಧ್ಯೆ ಬಂದ ಜಾನುವಾರಿನಿಂದ ಅಪಘಾತ ಸಂಭವಿಸಿದೆ ಎನ್ನಲಾಗಿದೆ. ಸ್ಥಳೀಯರು ತಕ್ಷಣ ಧಾವಿಸಿ ಸಹಾಯ ಮಾಡಿದರು. ಪೊಲೀಸರು ಸ್ಥಳಕ್ಕೆ ಭೇಟಿ ನೀಡಿ ಪರಿಶೀಲನೆ ನಡೆಸಿದರು. ಸಚಿವೆಯನ್ನು ಮತ್ತೊಂದು ವಾಹನದಲ್ಲಿ ಕಳುಹಿಸಲಾಯಿತು. ಕಾರು ಸಂಪೂರ್ಣ ಜಖಂಗೊಂಡಿದೆ. ಈ ಕುರಿತು ಪ್ರಕರಣ ದಾಖಲಿಸಿಕೊಂಡು ತನಿಖೆ ಕೈಗೊಳ್ಳಲಾಗಿದೆ ಎಂದು ಅಧಿಕಾರಿಗಳು ತಿಳಿಸಿದ್ದಾರೆ. ಸಚಿವೆಯ ಅಭಿಮಾನಿಗಳು ಮತ್ತು ಕಾರ್ಯಕರ್ತರು ಆತಂಕ ವ್ಯಕ್ತಪಡಿಸಿದರು. <box>366 504 520 614</box>
dks-byline: ಪ್ರತ್ಯಕ್ಷನಾಡು ವರದಿ <box>419 685 453 692</box>
car-accident-story <box>366 461 526 648</box>
dks-col-2 <box>491 682 603 800</box>
rni-number: RNI: KARKAN/2019/78035 <box>10 72 93 80</box>
info-kn-issue: ಸಂಚಿಕೆ: 149 <box>45 162 73 169</box>
ad-image-rotavator <box>628 73 681 117</box>
kumbh-lower-text <box>141 836 374 879</box>
photo-modi <box>680 500 742 572</box>
